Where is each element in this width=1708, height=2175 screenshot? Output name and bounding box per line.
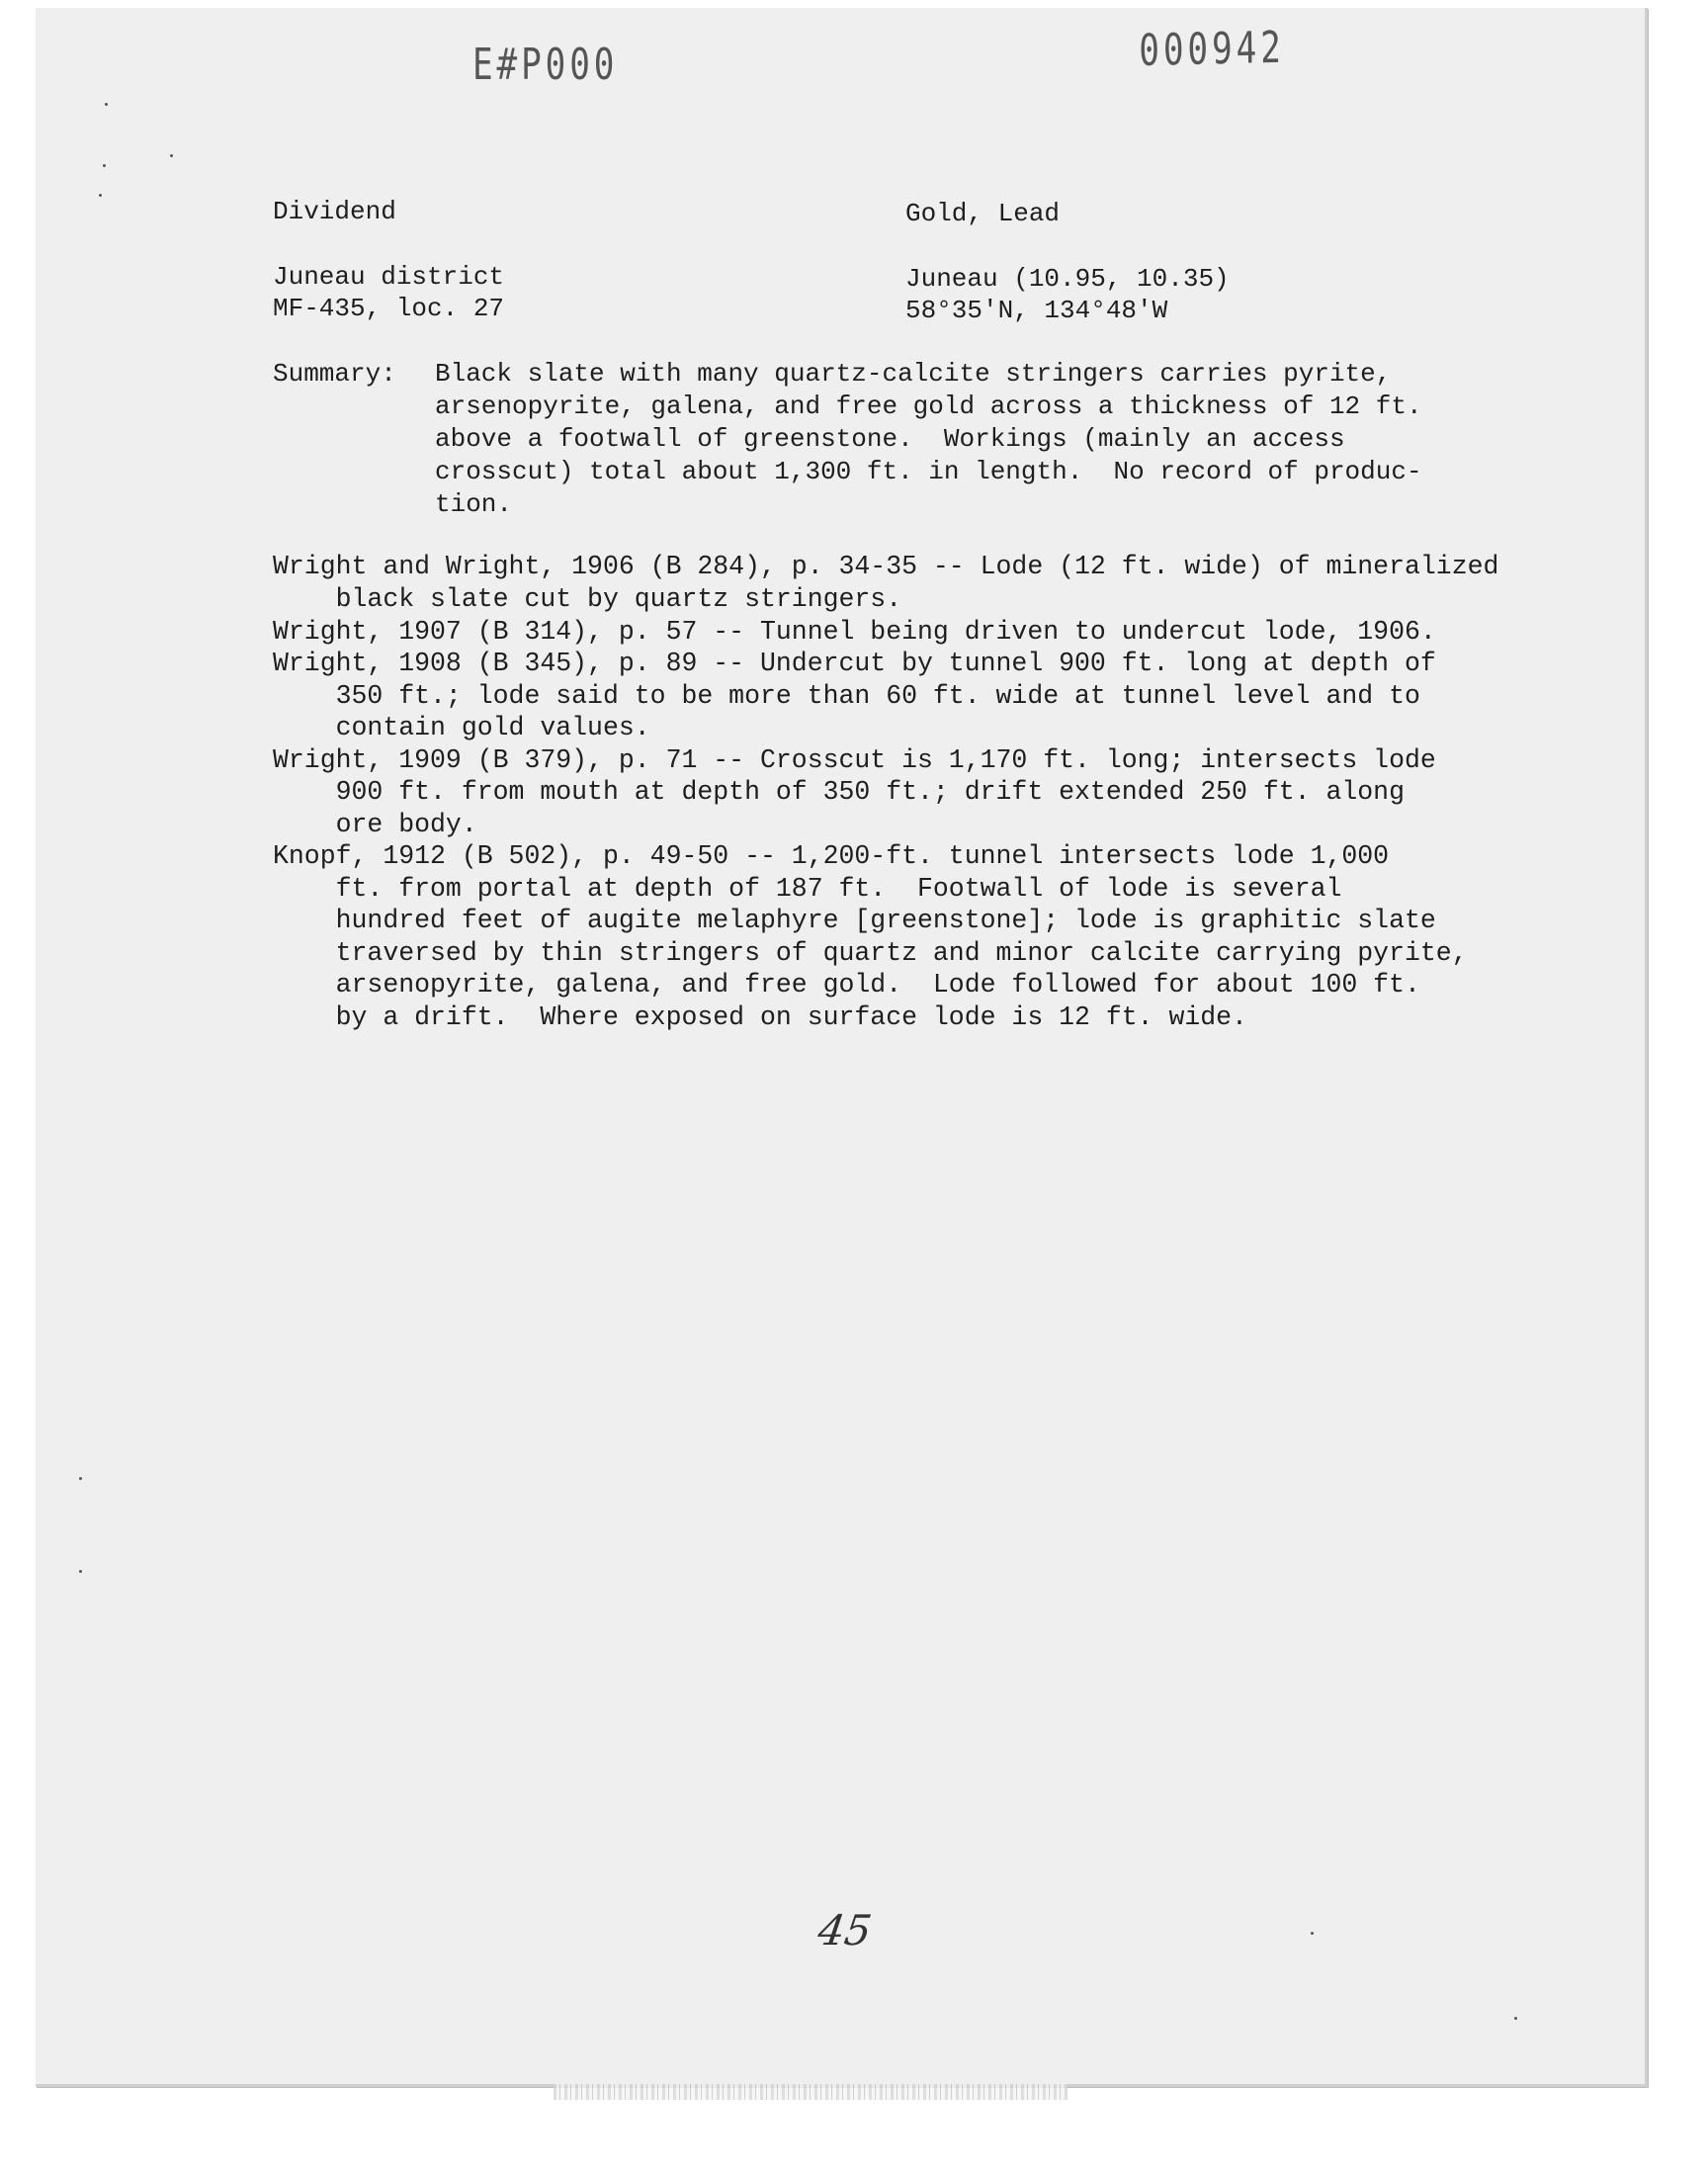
map-location: MF-435, loc. 27 xyxy=(273,294,505,323)
reference-line: ft. from portal at depth of 187 ft. Footwall of lode is several xyxy=(273,874,1342,904)
stamp-right: 000942 xyxy=(1139,22,1286,76)
scan-speck xyxy=(170,154,173,157)
summary-line: above a footwall of greenstone. Workings (mainly an access xyxy=(435,424,1345,454)
summary-line: tion. xyxy=(435,489,513,519)
summary-line: arsenopyrite, galena, and free gold across a thickness of 12 ft. xyxy=(435,392,1422,421)
reference-line: Wright, 1907 (B 314), p. 57 -- Tunnel being driven to undercut lode, 1906. xyxy=(273,617,1436,647)
reference-line: contain gold values. xyxy=(273,713,650,742)
quadrangle: Juneau (10.95, 10.35) xyxy=(905,264,1230,294)
summary-line: crosscut) total about 1,300 ft. in length. No record of produc- xyxy=(435,457,1422,486)
reference-line: Wright and Wright, 1906 (B 284), p. 34-35 -- Lode (12 ft. wide) of mineralized xyxy=(273,552,1499,581)
handwritten-page-number: 45 xyxy=(814,1906,875,1955)
coordinates: 58°35'N, 134°48'W xyxy=(905,296,1168,325)
reference-line: Wright, 1908 (B 345), p. 89 -- Undercut by tunnel 900 ft. long at depth of xyxy=(273,649,1436,678)
scan-speck xyxy=(1514,2017,1517,2020)
scan-speck xyxy=(79,1477,82,1480)
reference-line: hundred feet of augite melaphyre [greenstone]; lode is graphitic slate xyxy=(273,906,1436,935)
reference-line: 350 ft.; lode said to be more than 60 ft. wide at tunnel level and to xyxy=(273,681,1420,711)
deposit-name: Dividend xyxy=(273,197,396,226)
reference-line: by a drift. Where exposed on surface lode is 12 ft. wide. xyxy=(273,1002,1247,1032)
reference-line: arsenopyrite, galena, and free gold. Lode followed for about 100 ft. xyxy=(273,970,1420,1000)
commodities: Gold, Lead xyxy=(905,199,1061,228)
summary-label: Summary: xyxy=(273,359,396,389)
reference-line: 900 ft. from mouth at depth of 350 ft.; drift extended 250 ft. along xyxy=(273,777,1405,807)
scan-speck xyxy=(103,164,106,167)
scan-speck xyxy=(99,194,102,197)
summary-line: Black slate with many quartz-calcite stringers carries pyrite, xyxy=(435,359,1392,389)
scan-speck xyxy=(79,1570,82,1573)
scan-edge-artifact xyxy=(554,2084,1068,2100)
reference-line: ore body. xyxy=(273,810,477,839)
district: Juneau district xyxy=(273,262,505,292)
reference-line: black slate cut by quartz stringers. xyxy=(273,584,902,614)
reference-line: traversed by thin stringers of quartz and minor calcite carrying pyrite, xyxy=(273,938,1468,968)
reference-line: Wright, 1909 (B 379), p. 71 -- Crosscut is 1,170 ft. long; intersects lode xyxy=(273,745,1436,775)
stamp-left: E#P000 xyxy=(472,40,619,90)
scan-speck xyxy=(105,103,108,106)
scan-speck xyxy=(1311,1932,1314,1935)
reference-line: Knopf, 1912 (B 502), p. 49-50 -- 1,200-ft. tunnel intersects lode 1,000 xyxy=(273,841,1390,871)
